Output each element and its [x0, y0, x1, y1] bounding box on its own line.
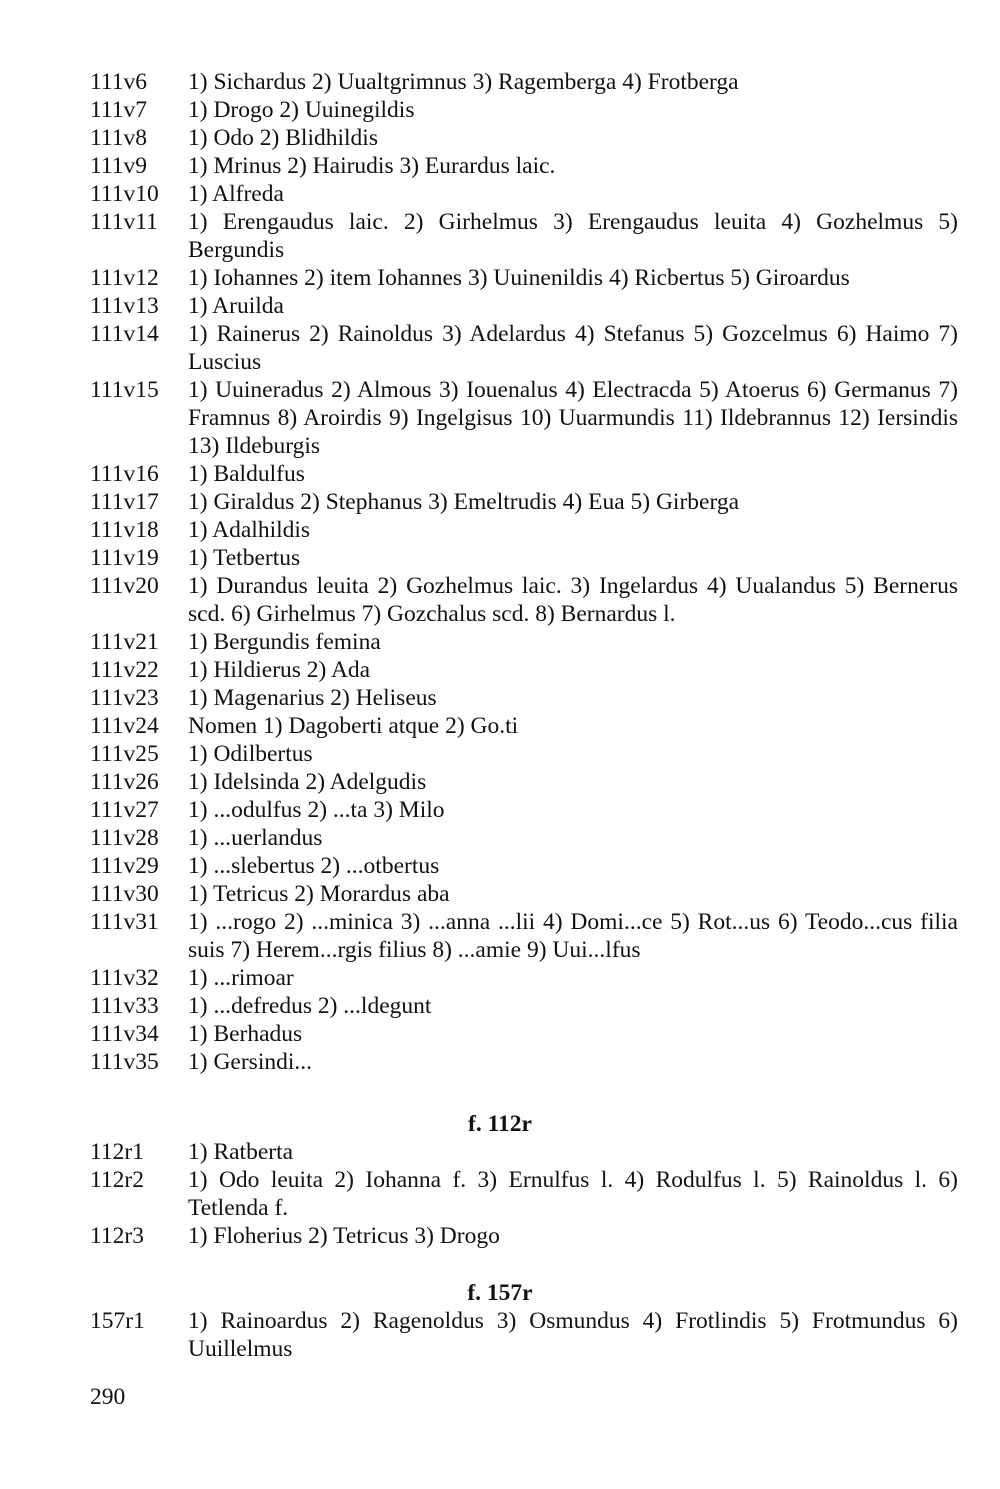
entry-names: 1) Uuineradus 2) Almous 3) Iouenalus 4) Electracda 5) Atoerus 6) Germanus 7) Framnus 8) Aroirdis 9) Ingelgisus 10) Uuarmundis 11) Ildebrannus 12) Iersindis 13) Ildeburgis: [188, 377, 958, 459]
entry-id: 111v16: [90, 461, 159, 487]
entry-id: 111v21: [90, 629, 159, 655]
entry-list-157r: [0, 1307, 1000, 1363]
entry-names: 1) Magenarius 2) Heliseus: [188, 685, 437, 711]
entry-row: [0, 264, 1000, 292]
entry-row: [0, 1020, 1000, 1048]
entry-id: 111v22: [90, 657, 159, 683]
entry-id: 112r3: [90, 1223, 144, 1249]
entry-row: [0, 208, 1000, 264]
entry-id: 111v20: [90, 573, 159, 599]
entry-row: [0, 320, 1000, 376]
entry-names: 1) Gersindi...: [188, 1049, 313, 1075]
entry-names: 1) Giraldus 2) Stephanus 3) Emeltrudis 4) Eua 5) Girberga: [188, 489, 740, 515]
entry-names: 1) Adalhildis: [188, 517, 311, 543]
entry-names: 1) ...uerlandus: [188, 825, 323, 851]
entry-row: [0, 1048, 1000, 1076]
entry-names: 1) ...rogo 2) ...minica 3) ...anna ...lii 4) Domi...ce 5) Rot...us 6) Teodo...cus filia suis 7) Herem...rgis filius 8) ...amie 9) Uui...lfus: [188, 909, 958, 963]
entry-row: [0, 292, 1000, 320]
entry-id: 111v30: [90, 881, 159, 907]
entry-names: 1) Ratberta: [188, 1139, 294, 1165]
entry-row: [0, 1138, 1000, 1166]
entry-id: 111v13: [90, 293, 159, 319]
entry-names: Nomen 1) Dagoberti atque 2) Go.ti: [188, 713, 519, 739]
entry-id: 111v7: [90, 97, 148, 123]
entry-id: 111v15: [90, 377, 159, 403]
entry-id: 111v26: [90, 769, 159, 795]
entry-row: [0, 768, 1000, 796]
entry-row: [0, 824, 1000, 852]
entry-row: [0, 572, 1000, 628]
entry-names: 1) ...slebertus 2) ...otbertus: [188, 853, 440, 879]
entry-id: 111v28: [90, 825, 159, 851]
entry-id: 111v12: [90, 265, 159, 291]
entry-names: 1) Bergundis femina: [188, 629, 381, 655]
entry-id: 111v31: [90, 909, 159, 935]
entry-id: 111v14: [90, 321, 159, 347]
entry-row: [0, 152, 1000, 180]
entry-names: 1) Mrinus 2) Hairudis 3) Eurardus laic.: [188, 153, 556, 179]
entry-id: 111v33: [90, 993, 159, 1019]
entry-names: 1) Erengaudus laic. 2) Girhelmus 3) Erengaudus leuita 4) Gozhelmus 5) Bergundis: [188, 209, 958, 263]
entry-id: 112r2: [90, 1167, 144, 1193]
entry-row: [0, 852, 1000, 880]
entry-id: 111v34: [90, 1021, 159, 1047]
entry-names: 1) Idelsinda 2) Adelgudis: [188, 769, 427, 795]
entry-row: [0, 964, 1000, 992]
entry-names: 1) Durandus leuita 2) Gozhelmus laic. 3) Ingelardus 4) Uualandus 5) Bernerus scd. 6) Girhelmus 7) Gozchalus scd. 8) Bernardus l.: [188, 573, 958, 627]
section-heading-112r: f. 112r: [468, 1111, 532, 1137]
entry-row: [0, 488, 1000, 516]
entry-names: 1) Drogo 2) Uuinegildis: [188, 97, 415, 123]
entry-names: 1) Odilbertus: [188, 741, 313, 767]
entry-id: 111v29: [90, 853, 159, 879]
entry-list-111v: [0, 68, 1000, 1076]
entry-names: 1) Rainoardus 2) Ragenoldus 3) Osmundus 4) Frotlindis 5) Frotmundus 6) Uuillelmus: [188, 1308, 958, 1362]
entry-names: 1) ...defredus 2) ...ldegunt: [188, 993, 432, 1019]
entry-names: 1) Tetbertus: [188, 545, 301, 571]
entry-names: 1) Sichardus 2) Uualtgrimnus 3) Ragemberga 4) Frotberga: [188, 69, 739, 95]
entry-row: [0, 376, 1000, 460]
entry-row: [0, 628, 1000, 656]
section-heading-157r: f. 157r: [467, 1280, 533, 1306]
entry-row: [0, 908, 1000, 964]
entry-id: 111v6: [90, 69, 148, 95]
entry-id: 111v19: [90, 545, 159, 571]
entry-row: [0, 880, 1000, 908]
entry-id: 111v35: [90, 1049, 159, 1075]
entry-id: 111v11: [90, 209, 158, 235]
entry-names: 1) Aruilda: [188, 293, 284, 319]
entry-names: 1) Rainerus 2) Rainoldus 3) Adelardus 4) Stefanus 5) Gozcelmus 6) Haimo 7) Luscius: [188, 321, 958, 375]
entry-row: [0, 1166, 1000, 1222]
entry-id: 111v32: [90, 965, 159, 991]
entry-row: [0, 796, 1000, 824]
entry-id: 111v25: [90, 741, 159, 767]
entry-row: [0, 992, 1000, 1020]
entry-names: 1) Alfreda: [188, 181, 284, 207]
entry-list-112r: [0, 1138, 1000, 1250]
entry-id: 157r1: [90, 1308, 145, 1334]
entry-names: 1) Berhadus: [188, 1021, 303, 1047]
page-number: 290: [90, 1384, 126, 1410]
entry-names: 1) ...rimoar: [188, 965, 294, 991]
entry-id: 111v27: [90, 797, 159, 823]
entry-names: 1) ...odulfus 2) ...ta 3) Milo: [188, 797, 445, 823]
entry-id: 111v10: [90, 181, 159, 207]
entry-names: 1) Baldulfus: [188, 461, 305, 487]
entry-row: [0, 460, 1000, 488]
entry-row: [0, 1222, 1000, 1250]
entry-id: 111v17: [90, 489, 159, 515]
entry-row: [0, 68, 1000, 96]
entry-row: [0, 740, 1000, 768]
entry-names: 1) Odo leuita 2) Iohanna f. 3) Ernulfus l. 4) Rodulfus l. 5) Rainoldus l. 6) Tetlenda f.: [188, 1167, 958, 1221]
entry-row: [0, 544, 1000, 572]
entry-id: 111v8: [90, 125, 148, 151]
entry-row: [0, 1307, 1000, 1363]
entry-id: 112r1: [90, 1139, 144, 1165]
entry-names: 1) Tetricus 2) Morardus aba: [188, 881, 450, 907]
entry-row: [0, 516, 1000, 544]
entry-row: [0, 656, 1000, 684]
entry-row: [0, 684, 1000, 712]
entry-names: 1) Odo 2) Blidhildis: [188, 125, 378, 151]
entry-row: [0, 180, 1000, 208]
entry-names: 1) Iohannes 2) item Iohannes 3) Uuinenildis 4) Ricbertus 5) Giroardus: [188, 265, 850, 291]
entry-row: [0, 124, 1000, 152]
entry-id: 111v23: [90, 685, 159, 711]
entry-id: 111v9: [90, 153, 148, 179]
entry-id: 111v18: [90, 517, 159, 543]
entry-names: 1) Hildierus 2) Ada: [188, 657, 371, 683]
entry-row: [0, 96, 1000, 124]
entry-row: [0, 712, 1000, 740]
entry-id: 111v24: [90, 713, 159, 739]
entry-names: 1) Floherius 2) Tetricus 3) Drogo: [188, 1223, 500, 1249]
